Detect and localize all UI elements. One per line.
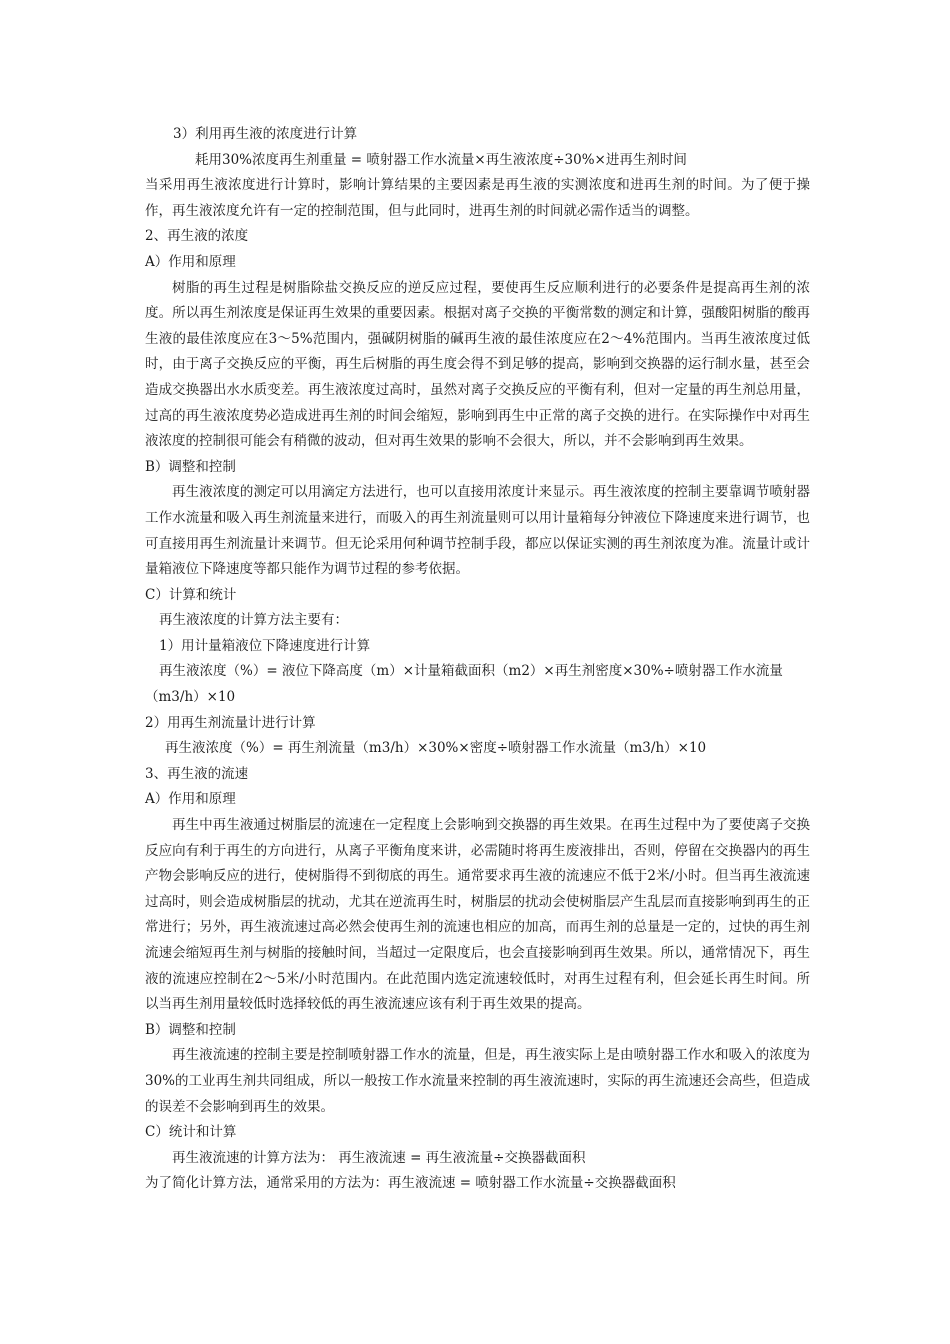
formula-line: 耗用30%浓度再生剂重量 = 喷射器工作水流量×再生液浓度÷30%×进再生剂时间 xyxy=(195,151,687,168)
subsection-heading: A）作用和原理 xyxy=(145,791,236,808)
subsection-heading: C）统计和计算 xyxy=(145,1124,237,1141)
formula-line: 再生液浓度（%）= 再生剂流量（m3/h）×30%×密度÷喷射器工作水流量（m3/h）×10 xyxy=(165,740,707,757)
subsection-heading: A）作用和原理 xyxy=(145,253,236,270)
section-heading: 3、再生液的流速 xyxy=(145,765,249,782)
formula-line: 再生液浓度（%）= 液位下降高度（m）×计量箱截面积（m2）×再生剂密度×30%÷喷射器工作水流量 xyxy=(159,663,783,680)
subsection-heading: 2）用再生剂流量计进行计算 xyxy=(145,714,316,731)
section-heading: 2、再生液的浓度 xyxy=(145,228,249,245)
paragraph: 树脂的再生过程是树脂除盐交换反应的逆反应过程，要使再生反应顺利进行的必要条件是提高再生剂的浓度。所以再生剂浓度是保证再生效果的重要因素。根据对离子交换的平衡常数的测定和计算，强酸阳树脂的酸再生液的最佳浓度应在3～5%范围内，强碱阴树脂的碱再生液的最佳浓度应在2～4%范围内。当再生液浓度过低时，由于离子交换反应的平衡，再生后树脂的再生度会得不到足够的提高，影响到交换器的运行制水量，甚至会造成交换器出水水质变差。再生液浓度过高时，虽然对离子交换反应的平衡有利，但对一定量的再生剂总用量，过高的再生液浓度势必造成进再生剂的时间会缩短，影响到再生中正常的离子交换的进行。在实际操作中对再生液浓度的控制很可能会有稍微的波动，但对再生效果的影响不会很大，所以，并不会影响到再生效果。 xyxy=(145,279,810,450)
formula-line: 为了简化计算方法，通常采用的方法为：再生液流速 = 喷射器工作水流量÷交换器截面积 xyxy=(145,1175,676,1192)
paragraph: 再生液浓度的计算方法主要有： xyxy=(159,612,348,629)
paragraph: 再生液浓度的测定可以用滴定方法进行，也可以直接用浓度计来显示。再生液浓度的控制主要靠调节喷射器工作水流量和吸入再生剂流量来进行，而吸入的再生剂流量则可以用计量箱每分钟液位下降速度来进行调节，也可直接用再生剂流量计来调节。但无论采用何种调节控制手段，都应以保证实测的再生剂浓度为准。流量计或计量箱液位下降速度等都只能作为调节过程的参考依据。 xyxy=(145,484,810,578)
subsection-heading: B）调整和控制 xyxy=(145,1021,236,1038)
paragraph: 当采用再生液浓度进行计算时，影响计算结果的主要因素是再生液的实测浓度和进再生剂的时间。为了便于操作，再生液浓度允许有一定的控制范围，但与此同时，进再生剂的时间就必需作适当的调整。 xyxy=(145,177,810,219)
paragraph: 再生液流速的控制主要是控制喷射器工作水的流量，但是，再生液实际上是由喷射器工作水和吸入的浓度为30%的工业再生剂共同组成，所以一般按工作水流量来控制的再生液流速时，实际的再生流速还会高些，但造成的误差不会影响到再生的效果。 xyxy=(145,1047,810,1115)
paragraph: 再生中再生液通过树脂层的流速在一定程度上会影响到交换器的再生效果。在再生过程中为了要使离子交换反应向有利于再生的方向进行，从离子平衡角度来讲，必需随时将再生废液排出，否则，停留在交换器内的再生产物会影响反应的进行，使树脂得不到彻底的再生。通常要求再生液的流速应不低于2米/小时。但当再生液流速过高时，则会造成树脂层的扰动，尤其在逆流再生时，树脂层的扰动会使树脂层产生乱层而直接影响到再生的正常进行；另外，再生液流速过高必然会使再生剂的流速也相应的加高，而再生剂的总量是一定的，过快的再生剂流速会缩短再生剂与树脂的接触时间，当超过一定限度后，也会直接影响到再生效果。所以，通常情况下，再生液的流速应控制在2～5米/小时范围内。在此范围内选定流速较低时，对再生过程有利，但会延长再生时间。所以当再生剂用量较低时选择较低的再生液流速应该有利于再生效果的提高。 xyxy=(145,817,810,1013)
subsection-heading: 3）利用再生液的浓度进行计算 xyxy=(173,126,358,142)
subsection-heading: B）调整和控制 xyxy=(145,458,236,475)
formula-line: （m3/h）×10 xyxy=(145,689,236,706)
document-body xyxy=(145,122,810,1197)
formula-line: 再生液流速的计算方法为： 再生液流速 = 再生液流量÷交换器截面积 xyxy=(172,1149,586,1166)
subsection-heading: C）计算和统计 xyxy=(145,586,237,603)
subsection-heading: 1）用计量箱液位下降速度进行计算 xyxy=(159,637,371,654)
